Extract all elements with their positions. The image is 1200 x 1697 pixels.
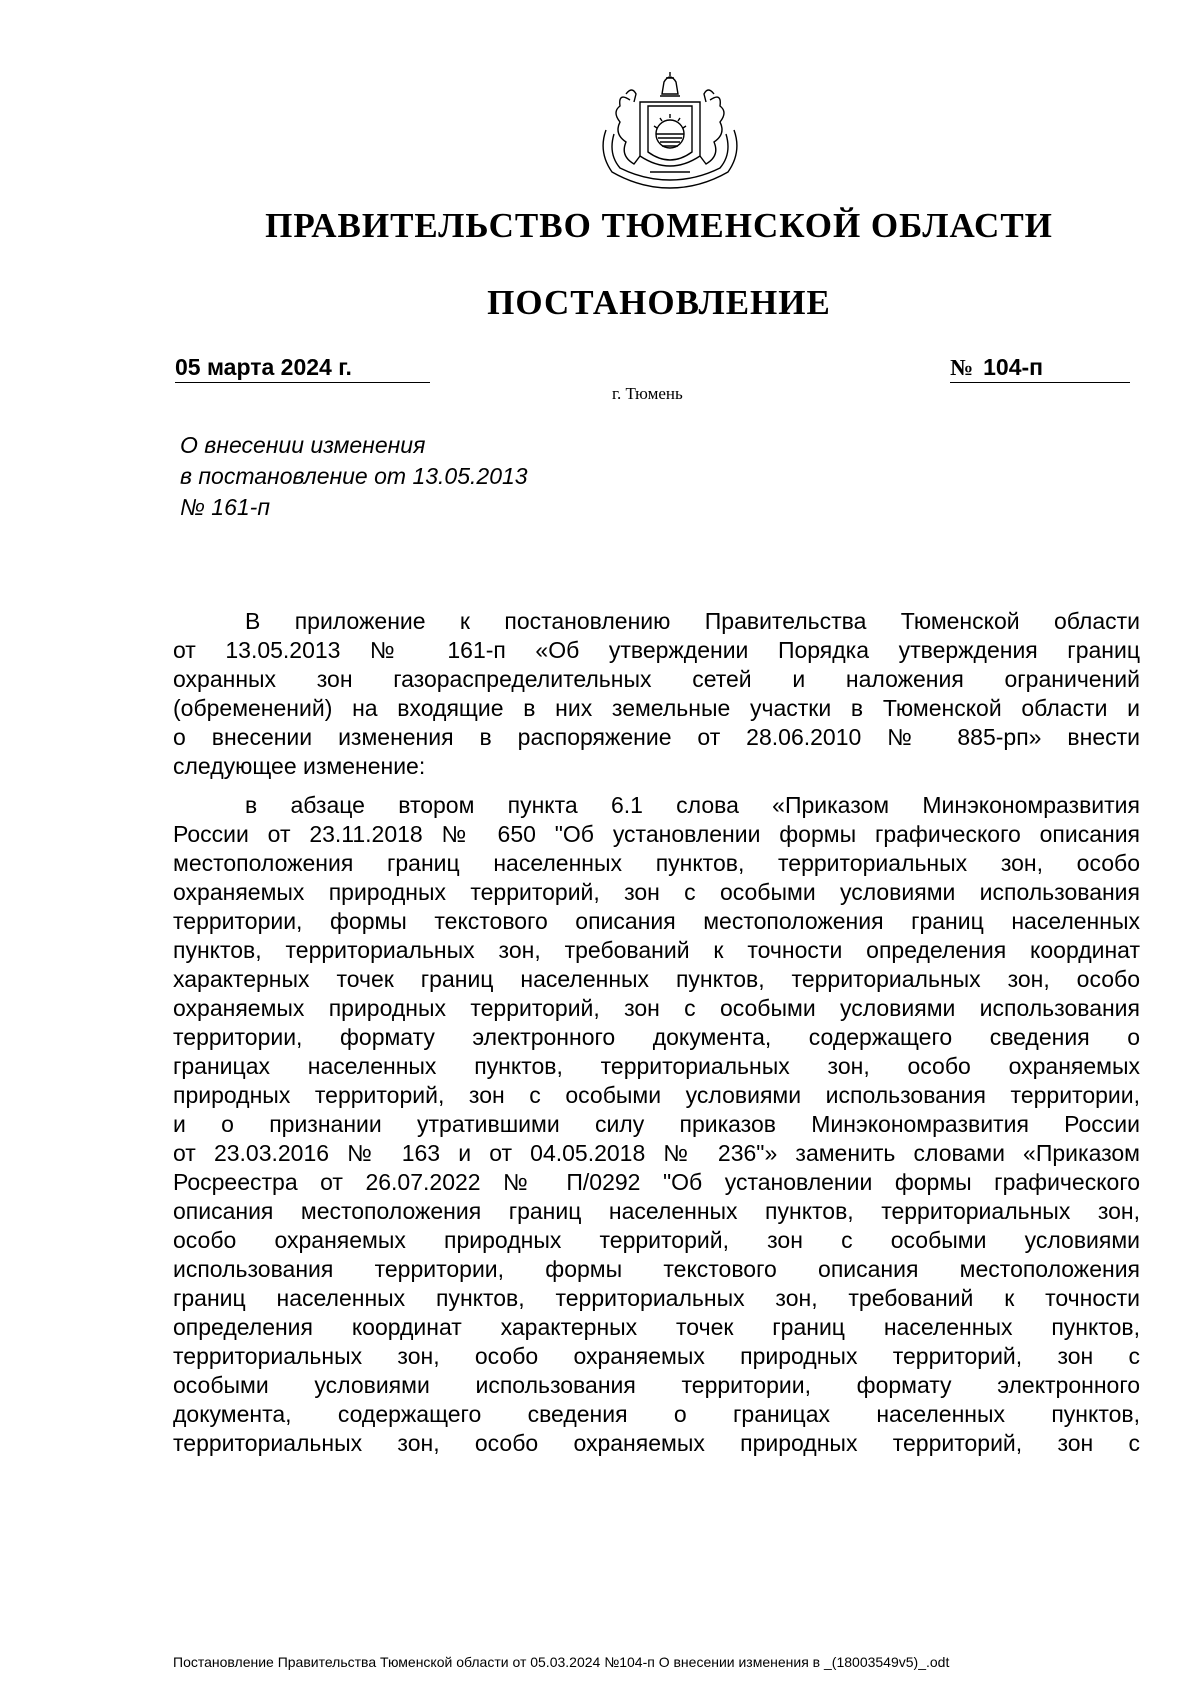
number-sign: № (950, 355, 974, 380)
text-line: России от 23.11.2018 № 650 "Об установлении формы графического описания (173, 821, 1140, 847)
decree-number-field (950, 353, 1130, 383)
paragraph-gap (173, 781, 1140, 791)
text-line: местоположения границ населенных пунктов, территориальных зон, особо (173, 850, 1140, 876)
document-type-title: ПОСТАНОВЛЕНИЕ (487, 283, 831, 322)
text-line: природных территорий, зон с особыми условиями использования территории, (173, 1082, 1140, 1108)
text-line: пунктов, территориальных зон, требований к точности определения координат (173, 937, 1140, 963)
text-line: территории, формы текстового описания местоположения границ населенных (173, 908, 1140, 934)
text-line: документа, содержащего сведения о границах населенных пунктов, (173, 1401, 1140, 1427)
paragraph-2 (173, 791, 1140, 1458)
text-line: в абзаце втором пункта 6.1 слова «Приказом Минэкономразвития (245, 792, 1140, 818)
text-line: использования территории, формы текстового описания местоположения (173, 1256, 1140, 1282)
decree-date: 05 марта 2024 г. (175, 353, 430, 383)
text-line: В приложение к постановлению Правительства Тюменской области (245, 608, 1140, 634)
text-line: характерных точек границ населенных пунктов, территориальных зон, особо (173, 966, 1140, 992)
city-label: г. Тюмень (612, 384, 683, 403)
subject-line: в постановление от 13.05.2013 (180, 463, 528, 489)
paragraph-1 (173, 607, 1140, 781)
text-line: о внесении изменения в распоряжение от 28.06.2010 № 885-рп» внести (173, 724, 1140, 750)
text-line: (обременений) на входящие в них земельные участки в Тюменской области и (173, 695, 1140, 721)
text-line: охранных зон газораспределительных сетей и наложения ограничений (173, 666, 1140, 692)
text-line: границ населенных пунктов, территориальных зон, требований к точности (173, 1285, 1140, 1311)
decree-number: 104-п (983, 354, 1044, 380)
subject-line: № 161-п (180, 494, 270, 520)
text-line: территориальных зон, особо охраняемых природных территорий, зон с (173, 1343, 1140, 1369)
text-line: следующее изменение: (173, 753, 426, 779)
text-line: охраняемых природных территорий, зон с особыми условиями использования (173, 995, 1140, 1021)
text-line: и о признании утратившими силу приказов Минэкономразвития России (173, 1111, 1140, 1137)
decree-body (173, 607, 1140, 1458)
text-line: границах населенных пунктов, территориальных зон, особо охраняемых (173, 1053, 1140, 1079)
text-line: от 13.05.2013 № 161-п «Об утверждении Порядка утверждения границ (173, 637, 1140, 663)
text-line: территории, формату электронного документа, содержащего сведения о (173, 1024, 1140, 1050)
document-footer: Постановление Правительства Тюменской области от 05.03.2024 №104-п О внесении изменения в _(18003549v5)_.odt (173, 1654, 950, 1670)
text-line: определения координат характерных точек границ населенных пунктов, (173, 1314, 1140, 1340)
subject-line: О внесении изменения (180, 432, 426, 458)
text-line: территориальных зон, особо охраняемых природных территорий, зон с (173, 1430, 1140, 1456)
text-line: от 23.03.2016 № 163 и от 04.05.2018 № 236"» заменить словами «Приказом (173, 1140, 1140, 1166)
text-line: особо охраняемых природных территорий, зон с особыми условиями (173, 1227, 1140, 1253)
text-line: описания местоположения границ населенных пунктов, территориальных зон, (173, 1198, 1140, 1224)
government-title: ПРАВИТЕЛЬСТВО ТЮМЕНСКОЙ ОБЛАСТИ (265, 206, 1053, 245)
decree-subject (180, 430, 700, 523)
coat-of-arms-emblem (590, 72, 750, 190)
text-line: охраняемых природных территорий, зон с особыми условиями использования (173, 879, 1140, 905)
text-line: Росреестра от 26.07.2022 № П/0292 "Об установлении формы графического (173, 1169, 1140, 1195)
text-line: особыми условиями использования территории, формату электронного (173, 1372, 1140, 1398)
